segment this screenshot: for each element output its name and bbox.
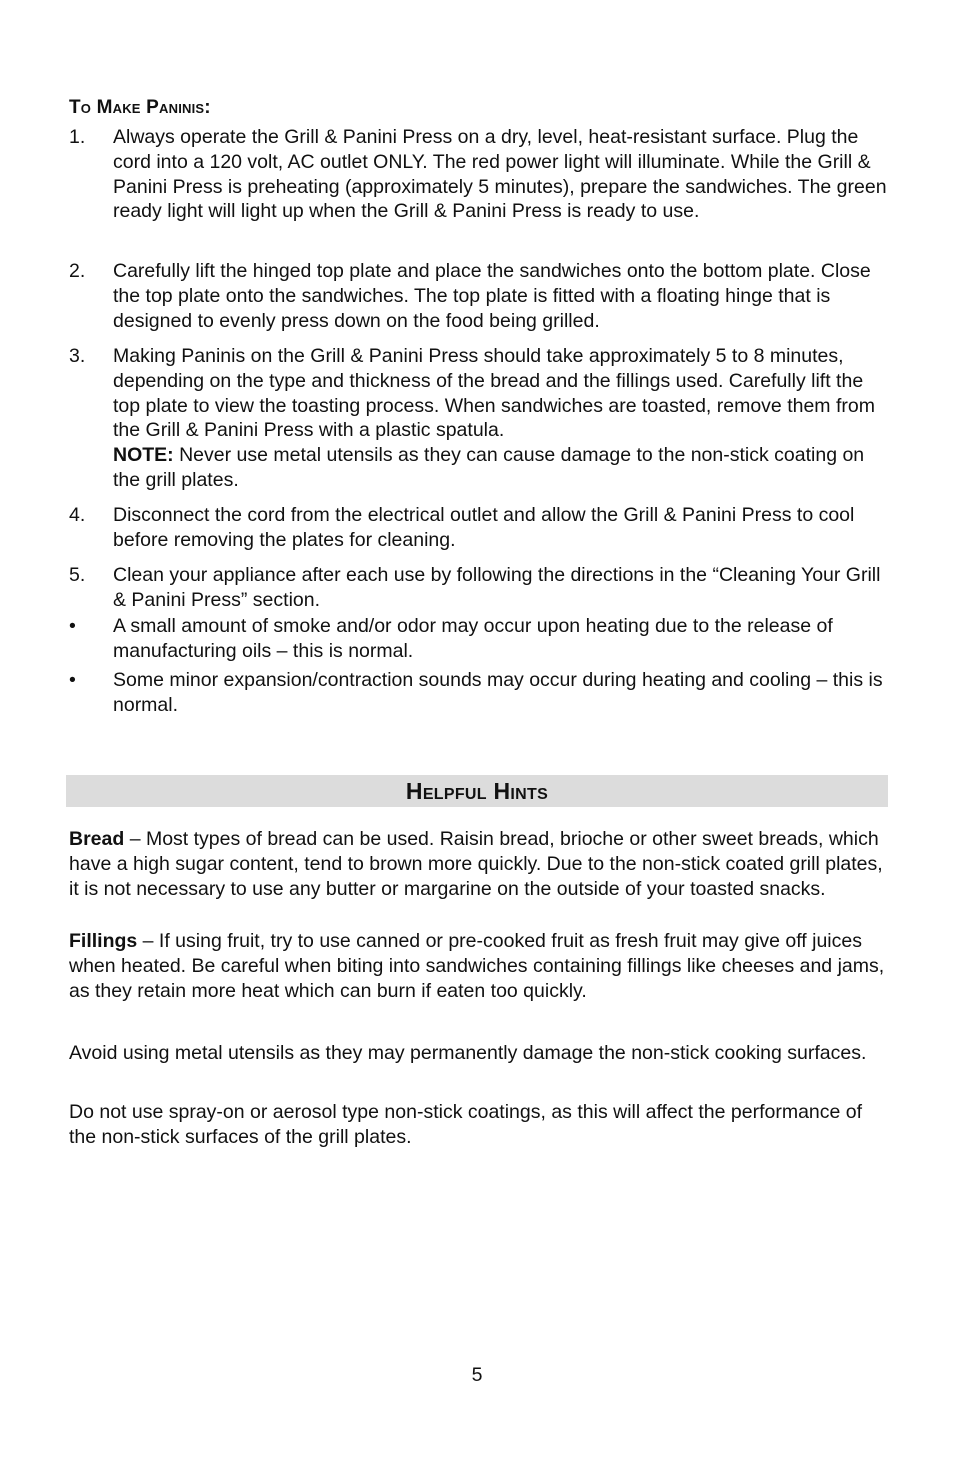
bullet-sounds — [69, 668, 889, 718]
bread-label: Bread — [69, 828, 125, 850]
utensils-paragraph: Avoid using metal utensils as they may permanently damage the non-stick cooking surfaces. — [69, 1042, 867, 1064]
step-text: Always operate the Grill & Panini Press on a dry, level, heat-resistant surface. Plug the cord into a 120 volt, AC outlet ONLY. The red power light will illuminate. While the Grill & Panini Press is preheating (approximately 5 minutes), prepare the sandwiches. The green ready light will light up when the Grill & Panini Press is ready to use. — [113, 126, 887, 223]
bullet-text: A small amount of smoke and/or odor may occur upon heating due to the release of manufacturing oils – this is normal. — [113, 615, 833, 662]
step-marker: 2. — [69, 260, 86, 282]
step-marker: 3. — [69, 345, 86, 367]
bullet-smoke — [69, 614, 889, 664]
step-marker: 1. — [69, 126, 86, 148]
step-marker: 5. — [69, 564, 86, 586]
bread-paragraph — [69, 827, 889, 901]
step-text: Carefully lift the hinged top plate and place the sandwiches onto the bottom plate. Close the top plate onto the sandwiches. The top plate is fitted with a floating hinge that is designed to evenly press down on the food being grilled. — [113, 260, 871, 332]
hints-title: Helpful Hints — [405, 777, 549, 804]
note-label: NOTE: — [113, 444, 174, 467]
fillings-paragraph — [69, 929, 889, 1003]
fillings-text: – If using fruit, try to use canned or pre-cooked fruit as fresh fruit may give off juices when heated. Be careful when biting into sandwiches containing fillings like cheeses and jams, as they retain more heat which can burn if eaten too quickly. — [69, 930, 885, 1002]
bullet-marker: • — [69, 669, 76, 691]
page-number: 5 — [471, 1364, 483, 1386]
step-4 — [69, 503, 889, 553]
step-text: Disconnect the cord from the electrical outlet and allow the Grill & Panini Press to cool before removing the plates for cleaning. — [113, 504, 855, 551]
fillings-label: Fillings — [69, 930, 138, 952]
bread-text: – Most types of bread can be used. Raisin bread, brioche or other sweet breads, which have a high sugar content, tend to brown more quickly. Due to the non-stick coated grill plates, it is not necessary to use any butter or margarine on the outside of your toasted snacks. — [69, 828, 883, 900]
step-3 — [69, 344, 889, 493]
step-text: Making Paninis on the Grill & Panini Press should take approximately 5 to 8 minutes, depending on the type and thickness of the bread and the fillings used. Carefully lift the top plate to view the toasting process. When sandwiches are toasted, remove them from the Grill & Panini Press with a plastic spatula. — [113, 345, 875, 442]
spray-paragraph: Do not use spray-on or aerosol type non-stick coatings, as this will affect the performance of the non-stick surfaces of the grill plates. — [69, 1101, 863, 1148]
step-1 — [69, 125, 889, 224]
bullet-marker: • — [69, 615, 76, 637]
step-marker: 4. — [69, 504, 86, 526]
section-title: To Make Paninis: — [69, 97, 211, 118]
hints-header-bar — [66, 775, 888, 807]
bullet-text: Some minor expansion/contraction sounds may occur during heating and cooling – this is normal. — [113, 669, 883, 716]
note-text: Never use metal utensils as they can cause damage to the non-stick coating on the grill plates. — [113, 444, 865, 491]
step-2 — [69, 259, 889, 333]
step-5 — [69, 563, 889, 613]
step-text: Clean your appliance after each use by following the directions in the “Cleaning Your Grill & Panini Press” section. — [113, 564, 881, 611]
